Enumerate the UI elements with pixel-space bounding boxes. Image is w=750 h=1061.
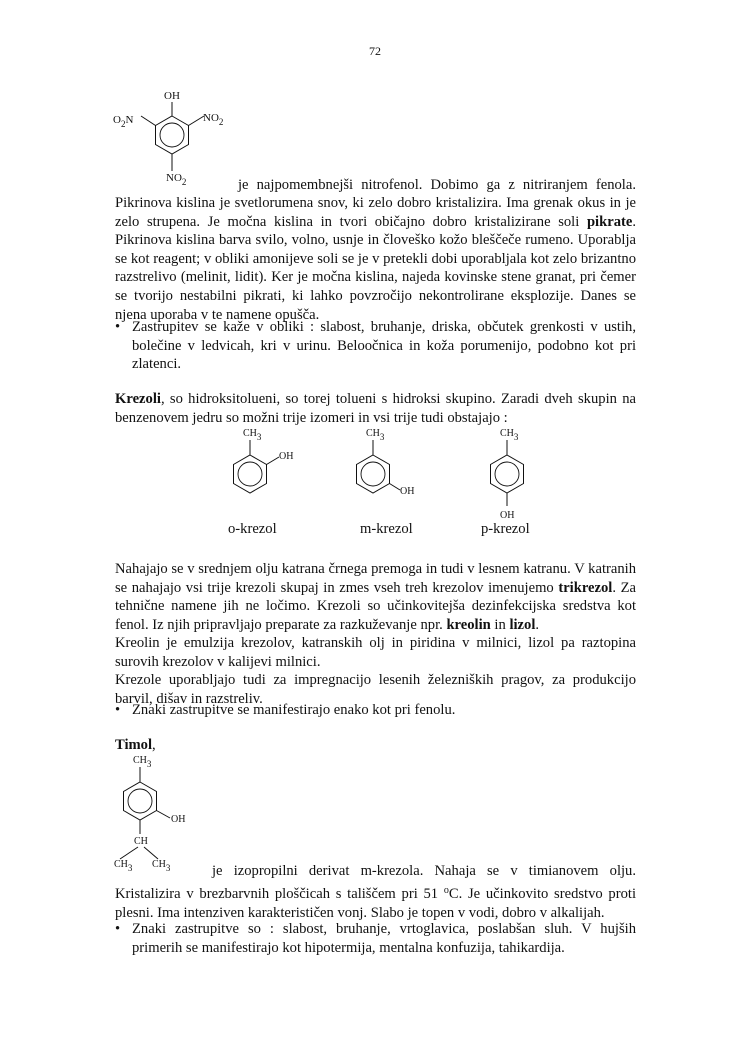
svg-text:CH3: CH3: [500, 428, 519, 442]
picric-poisoning-bullet: • Zastrupitev se kaže v obliki : slabost, bruhanje, driska, občutek grenkosti v ustih, bolečine v ledvicah, kri v urinu. Beloočnica in koža porumenijo, podobno kot pri zlatenci.: [115, 319, 636, 373]
bold-term-lizol: lizol: [509, 616, 536, 633]
cresol-isomers-structure-icon: [210, 424, 560, 524]
svg-text:CH3: CH3: [243, 428, 262, 442]
svg-text:NO2: $NO_2$: [166, 172, 187, 187]
krezoli-poisoning-bullet: • Znaki zastrupitve se manifestirajo enako kot pri fenolu.: [115, 702, 456, 718]
picric-acid-structure-icon: [110, 85, 240, 193]
svg-text:CH: CH: [134, 836, 148, 847]
degree-symbol: o: [443, 885, 449, 896]
svg-text:NO2: $NO_2$: [203, 112, 224, 127]
picric-paragraph: Pikrinova kislina je svetlorumena snov, ki zelo dobro kristalizira. Ima grenak okus in je zelo strupena. Je močna kislina in tvori običajno dobro kristalizirane soli pikrate. Pikrinova kislina barva svilo, volno, usnje in človeško kožo bleščeče rumeno. Uporablja se kot reagent; v obliki amonijeve soli se je v pretekli dobi uporabljala kot zelo brizantno razstrelivo (melinit, lidit). Ker je močna kislina, najeda kovinske stene granat, pri čemer se tvorijo nestabilni pikrati, ki lahko povzročijo nekontrolirane eksplozije. Danes se njena uporaba v te namene opušča.: [115, 195, 636, 323]
page-number: 72: [369, 44, 381, 58]
svg-text:O2N: $O_2N$: [113, 114, 134, 129]
svg-text:OH: OH: [500, 510, 515, 521]
bullet-icon: •: [115, 319, 121, 335]
o-krezol-label: o-krezol: [228, 521, 277, 537]
heading-krezoli: Krezoli: [115, 391, 161, 407]
timol-paragraph: Kristalizira v brezbarvnih ploščicah s tališčem pri 51 $^o$C. Je učinkovito sredstvo proti plesni. Ima intenziven karakterističen vonj. Slabo je topen v vodi, dobro v alkalijah.: [115, 885, 636, 921]
svg-text:OH: OH: [279, 451, 294, 462]
krezoli-paragraph-3: Krezole uporabljajo tudi za impregnacijo lesenih železniških pragov, za produkcijo barvil, dišav in razstreliv.: [115, 672, 636, 707]
krezoli-paragraph-2: Kreolin je emulzija krezolov, katranskih olj in piridina v milnici, lizol pa raztopina surovih krezolov v kalijevi milnici.: [115, 635, 636, 670]
bullet-icon: •: [115, 921, 121, 937]
timol-lead-text: je izopropilni derivat m-krezola. Nahaja se v timianovem olju.: [212, 863, 636, 879]
krezoli-intro: Krezoli, so hidroksitolueni, so torej tolueni s hidroksi skupino. Zaradi dveh skupin na benzenovem jedru so možni trije izomeri in vsi trije tudi obstajajo :: [115, 391, 636, 426]
svg-text:CH3: CH3: [152, 859, 171, 873]
timol-structure-icon: [110, 752, 220, 877]
svg-text:OH: OH: [171, 814, 186, 825]
bold-term-kreolin: kreolin: [446, 616, 491, 633]
svg-text:CH3: CH3: [366, 428, 385, 442]
svg-text:OH: OH: [400, 486, 415, 497]
p-krezol-label: p-krezol: [481, 521, 530, 537]
svg-text:CH3: CH3: [133, 755, 152, 769]
picric-lead-text: je najpomembnejši nitrofenol. Dobimo ga z nitriranjem fenola.: [238, 177, 636, 193]
timol-heading: Timol,: [115, 737, 156, 753]
krezoli-paragraph-1: Nahajajo se v srednjem olju katrana črnega premoga in tudi v lesnem katranu. V katranih se nahajajo vsi trije krezoli skupaj in zmes vseh treh krezolov imenujemo trikrezol. Za tehnične namene jih ne ločimo. Krezoli so učinkovitejša dezinfekcijska sredstva kot fenol. Iz njih pripravljajo preparate za razkuževanje npr. kreolin in lizol.: [115, 561, 636, 633]
oh-label: OH: [164, 90, 180, 102]
timol-poisoning-bullet: • Znaki zastrupitve so : slabost, bruhanje, vrtoglavica, poslabšan sluh. V hujših primerih se manifestirajo kot hipotermija, mentalna konfuzija, tahikardija.: [115, 921, 636, 956]
bullet-icon: •: [115, 702, 121, 718]
bold-term-trikrezol: trikrezol: [558, 579, 613, 596]
bold-term-pikrate: pikrate: [586, 213, 633, 230]
m-krezol-label: m-krezol: [360, 521, 413, 537]
svg-text:CH3: CH3: [114, 859, 133, 873]
